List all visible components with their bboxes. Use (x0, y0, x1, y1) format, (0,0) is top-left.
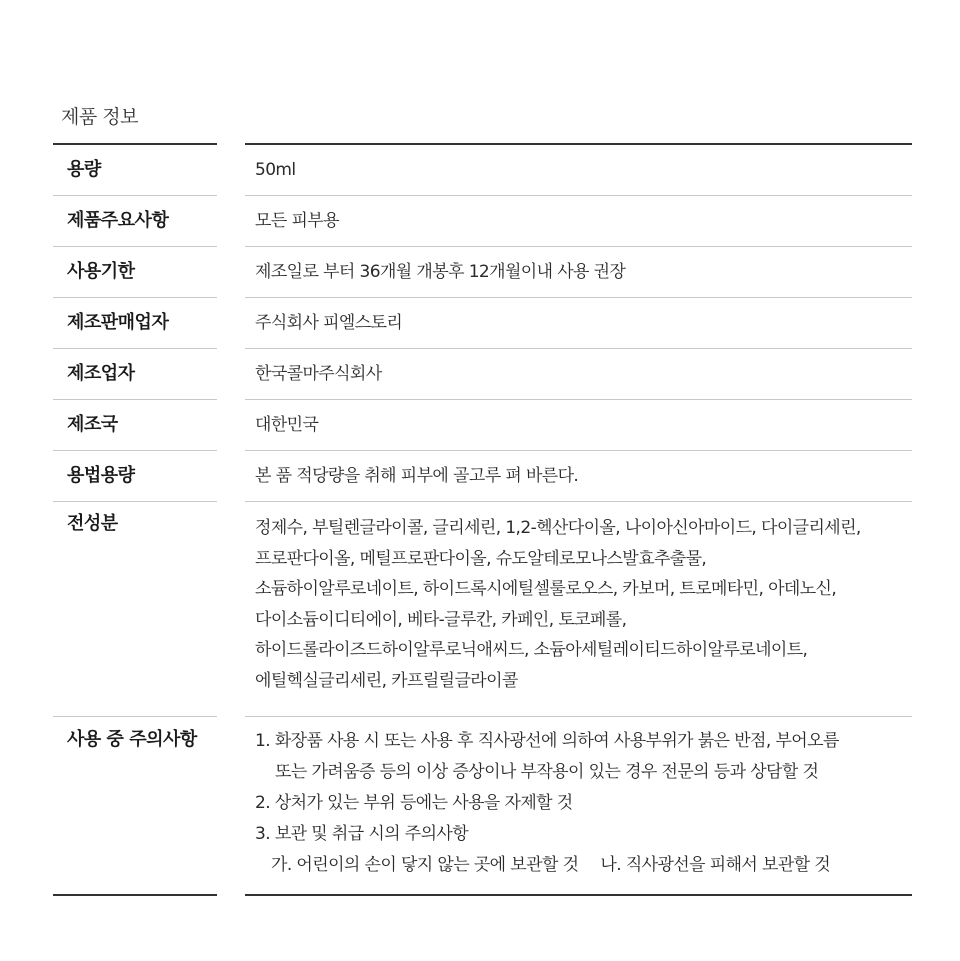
ingredients-line: 프로판다이올, 메틸프로판다이올, 슈도알테로모나스발효추출물, (255, 548, 707, 569)
info-row-directions (53, 451, 912, 502)
info-row-country (53, 400, 912, 451)
info-row-manufacturer (53, 349, 912, 400)
row-value: 제조일로 부터 36개월 개봉후 12개월이내 사용 권장 (245, 247, 912, 298)
caution-item-3-subitems (255, 850, 912, 881)
info-row-main-usage (53, 196, 912, 247)
row-value: 한국콜마주식회사 (245, 349, 912, 400)
caution-item-1: 1. 화장품 사용 시 또는 사용 후 직사광선에 의하여 사용부위가 붉은 반점, 부어오름 (255, 731, 839, 751)
info-row-capacity (53, 143, 912, 196)
row-label: 용량 (53, 143, 217, 196)
caution-item-1-cont: 또는 가려움증 등의 이상 증상이나 부작용이 있는 경우 전문의 등과 상담할 것 (275, 762, 819, 782)
row-label: 사용 중 주의사항 (53, 717, 217, 896)
row-label: 제조국 (53, 400, 217, 451)
row-label: 전성분 (53, 502, 217, 717)
ingredients-line: 하이드롤라이즈드하이알루로닉애씨드, 소듐아세틸레이티드하이알루로네이트, (255, 640, 808, 660)
info-row-caution (53, 717, 912, 896)
row-label: 제품주요사항 (53, 196, 217, 247)
row-label: 용법용량 (53, 451, 217, 502)
row-label: 제조판매업자 (53, 298, 217, 349)
ingredients-line: 다이소듐이디티에이, 베타-글루칸, 카페인, 토코페롤, (255, 609, 627, 630)
ingredients-list (245, 502, 912, 717)
caution-list (245, 717, 912, 896)
caution-item-3: 3. 보관 및 취급 시의 주의사항 (255, 824, 469, 844)
caution-item-2: 2. 상처가 있는 부위 등에는 사용을 자제할 것 (255, 793, 573, 813)
ingredients-line: 에틸헥실글리세린, 카프릴릴글라이콜 (255, 670, 518, 691)
row-value: 50ml (245, 143, 912, 196)
ingredients-line: 정제수, 부틸렌글라이콜, 글리세린, 1,2-헥산다이올, 나이아신아마이드, 다이글리세린, (255, 518, 861, 538)
row-label: 제조업자 (53, 349, 217, 400)
caution-item-3a: 가. 어린이의 손이 닿지 않는 곳에 보관할 것 (271, 855, 579, 875)
section-title: 제품 정보 (61, 106, 138, 128)
info-row-distributor (53, 298, 912, 349)
info-row-ingredients (53, 502, 912, 717)
caution-item-3b: 나. 직사광선을 피해서 보관할 것 (600, 855, 831, 875)
row-value: 주식회사 피엘스토리 (245, 298, 912, 349)
row-value: 본 품 적당량을 취해 피부에 골고루 펴 바른다. (245, 451, 912, 502)
product-info-table (53, 143, 912, 896)
info-row-expiry (53, 247, 912, 298)
row-label: 사용기한 (53, 247, 217, 298)
row-value: 대한민국 (245, 400, 912, 451)
row-value: 모든 피부용 (245, 196, 912, 247)
ingredients-line: 소듐하이알루로네이트, 하이드록시에틸셀룰로오스, 카보머, 트로메타민, 아데노신, (255, 579, 837, 599)
